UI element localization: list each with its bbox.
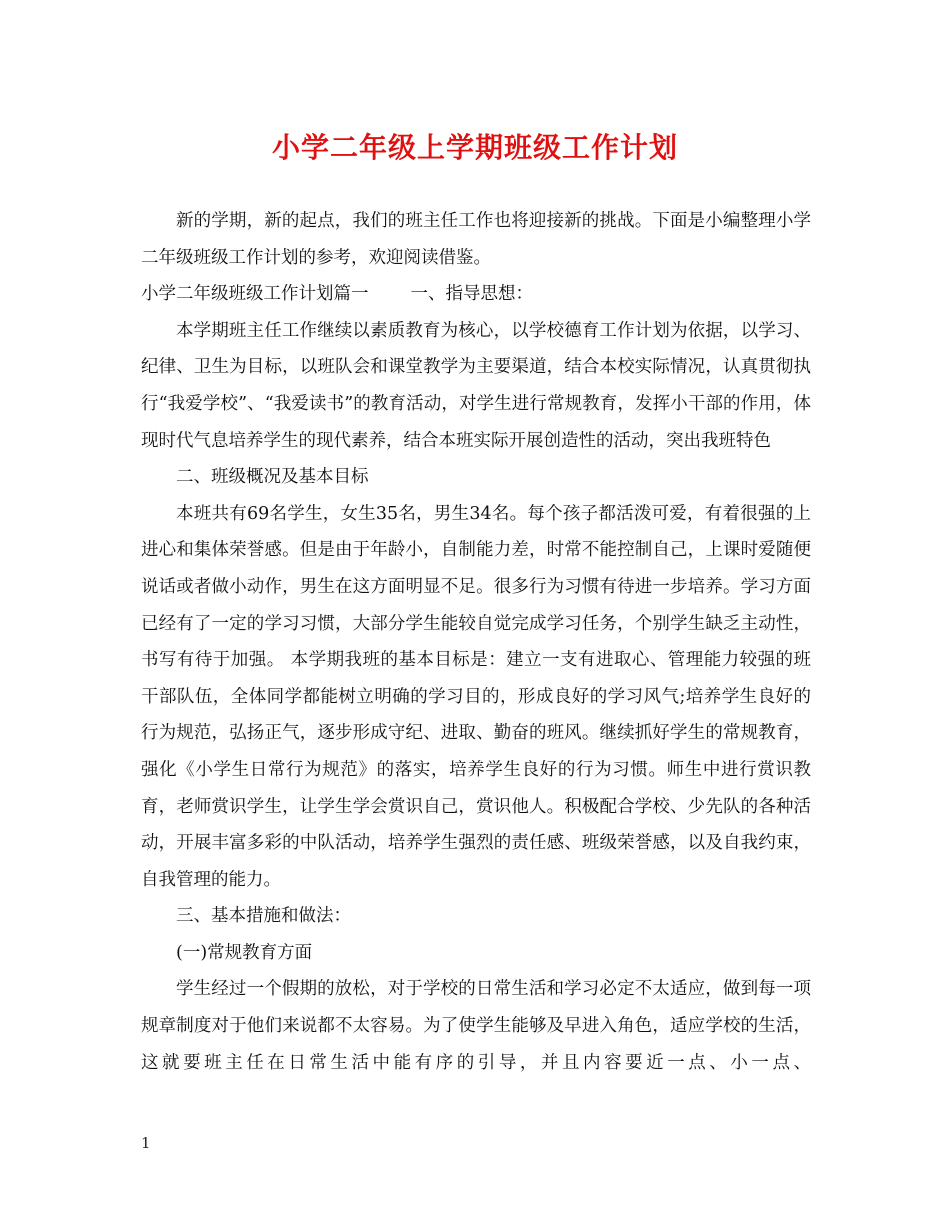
routine-education-paragraph: 学生经过一个假期的放松，对于学校的日常生活和学习必定不太适应，做到每一项规章制度对于他们来说都不太容易。为了使学生能够及早进入角色，适应学校的生活，这就要班主任在日常生活中能有序的引导，并且内容要近一点、小一点、 [141, 979, 811, 1073]
class-overview-heading: 二、班级概况及基本目标 [176, 467, 369, 488]
intro-paragraph: 新的学期，新的起点，我们的班主任工作也将迎接新的挑战。下面是小编整理小学二年级班级工作计划的参考，欢迎阅读借鉴。 [141, 211, 811, 268]
page-number: 1 [141, 1134, 151, 1152]
routine-education-heading: (一)常规教育方面 [176, 942, 313, 963]
article-label: 小学二年级班级工作计划篇一 [141, 284, 369, 305]
class-overview-paragraph: 本班共有69名学生，女生35名，男生34名。每个孩子都活泼可爱，有着很强的上进心和集体荣誉感。但是由于年龄小，自制能力差，时常不能控制自己，上课时爱随便说话或者做小动作，男生在这方面明显不足。很多行为习惯有待进一步培养。学习方面已经有了一定的学习习惯，大部分学生能较自觉完成学习任务，个别学生缺乏主动性，书写有待于加强。 本学期我班的基本目标是：建立一支有进取心、管理能力较强的班干部队伍，全体同学都能树立明确的学习目的，形成良好的学习风气;培养学生良好的行为规范，弘扬正气，逐步形成守纪、进取、勤奋的班风。继续抓好学生的常规教育，强化《小学生日常行为规范》的落实，培养学生良好的行为习惯。师生中进行赏识教育，老师赏识学生，让学生学会赏识自己，赏识他人。积极配合学校、少先队的各种活动，开展丰富多彩的中队活动，培养学生强烈的责任感、班级荣誉感，以及自我约束，自我管理的能力。 [141, 503, 811, 890]
section-heading-line [141, 276, 811, 313]
document-title: 小学二年级上学期班级工作计划 [271, 131, 678, 164]
document-body [141, 203, 811, 1081]
measures-heading: 三、基本措施和做法： [176, 906, 351, 927]
guiding-idea-paragraph: 本学期班主任工作继续以素质教育为核心，以学校德育工作计划为依据，以学习、纪律、卫生为目标，以班队会和课堂教学为主要渠道，结合本校实际情况，认真贯彻执行“我爱学校”、“我爱读书”的教育活动，对学生进行常规教育，发挥小干部的作用，体现时代气息培养学生的现代素养，结合本班实际开展创造性的活动，突出我班特色 [141, 320, 811, 451]
guiding-idea-heading: 一、指导思想： [410, 284, 533, 305]
